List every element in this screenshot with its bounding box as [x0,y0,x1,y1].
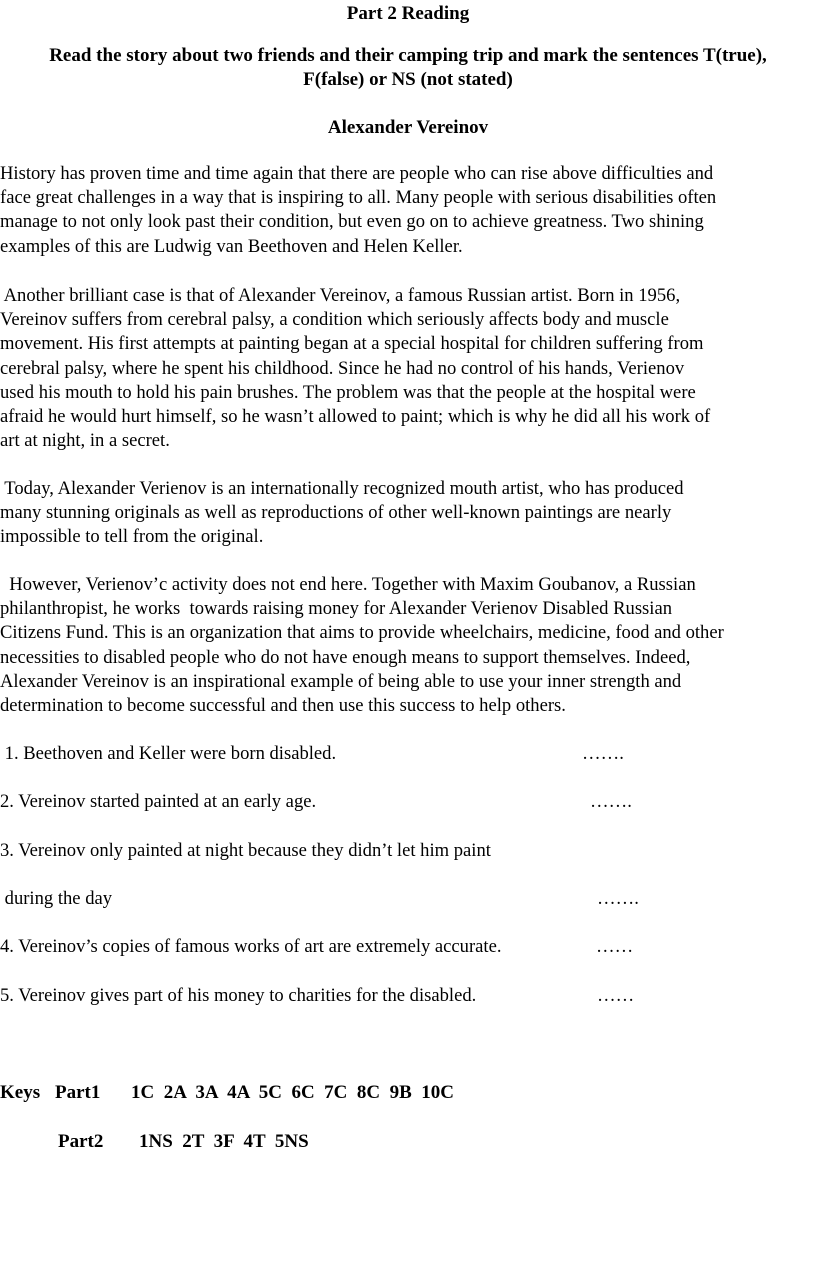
question-4-blank[interactable]: …… [596,936,634,957]
paragraph-line: History has proven time and time again that there are people who can rise above difficulties and [0,163,714,184]
paragraph-line: philanthropist, he works towards raising money for Alexander Verienov Disabled Russian [0,598,673,620]
paragraph-3 [0,477,816,550]
paragraph-line: used his mouth to hold his pain brushes. The problem was that the people at the hospital were [0,381,696,403]
paragraph-1 [0,162,816,259]
paragraph-line: However, Verienov’c activity does not end here. Together with Maxim Goubanov, a Russian [0,574,696,595]
question-1: 1. Beethoven and Keller were born disabled. [0,743,337,764]
paragraph-line: face great challenges in a way that is inspiring to all. Many people with serious disabilities often [0,187,717,209]
paragraph-line: necessities to disabled people who do not have enough means to support themselves. Indeed, [0,646,691,668]
question-1-blank[interactable]: ……. [582,743,624,764]
paragraph-line: many stunning originals as well as reproductions of other well-known paintings are nearly [0,502,672,524]
question-3-continued: during the day [0,888,113,909]
question-2: 2. Vereinov started painted at an early age. [0,791,317,812]
paragraph-4 [0,573,816,718]
paragraph-line: Citizens Fund. This is an organization that aims to provide wheelchairs, medicine, food and other [0,622,724,644]
paragraph-line: Alexander Vereinov is an inspirational example of being able to use your inner strength and [0,670,682,692]
keys-part1-answers: 1C 2A 3A 4A 5C 6C 7C 8C 9B 10C [131,1082,455,1103]
keys-part2-label: Part2 [58,1131,104,1152]
part-title: Part 2 Reading [346,3,470,24]
paragraph-line: Today, Alexander Verienov is an internationally recognized mouth artist, who has produced [0,478,684,499]
paragraph-line: Another brilliant case is that of Alexander Vereinov, a famous Russian artist. Born in 1956, [0,285,681,306]
keys-part2-answers: 1NS 2T 3F 4T 5NS [139,1131,309,1152]
paragraph-line: impossible to tell from the original. [0,526,264,548]
question-5-blank[interactable]: …… [597,985,635,1006]
instructions-line-1: Read the story about two friends and their camping trip and mark the sentences T(true), [49,45,767,66]
keys-label: Keys [0,1082,41,1103]
paragraph-line: art at night, in a secret. [0,430,170,452]
question-3: 3. Vereinov only painted at night because they didn’t let him paint [0,840,491,861]
question-5: 5. Vereinov gives part of his money to charities for the disabled. [0,985,477,1006]
keys-part1-label: Part1 [55,1082,101,1103]
question-3-blank[interactable]: ……. [597,888,639,909]
paragraph-line: movement. His first attempts at painting began at a special hospital for children suffering from [0,333,704,355]
paragraph-line: determination to become successful and then use this success to help others. [0,695,566,717]
question-2-blank[interactable]: ……. [590,791,632,812]
instructions [0,44,816,92]
paragraph-2 [0,284,816,453]
paragraph-line: manage to not only look past their condition, but even go on to achieve greatness. Two shining [0,211,704,233]
question-4: 4. Vereinov’s copies of famous works of art are extremely accurate. [0,936,502,957]
story-title: Alexander Vereinov [327,117,489,138]
paragraph-line: examples of this are Ludwig van Beethoven and Helen Keller. [0,235,463,257]
paragraph-line: afraid he would hurt himself, so he wasn’t allowed to paint; which is why he did all his work of [0,406,711,428]
instructions-line-2: F(false) or NS (not stated) [303,69,513,90]
paragraph-line: Vereinov suffers from cerebral palsy, a condition which seriously affects body and muscle [0,309,669,331]
paragraph-line: cerebral palsy, where he spent his childhood. Since he had no control of his hands, Verienov [0,357,685,379]
